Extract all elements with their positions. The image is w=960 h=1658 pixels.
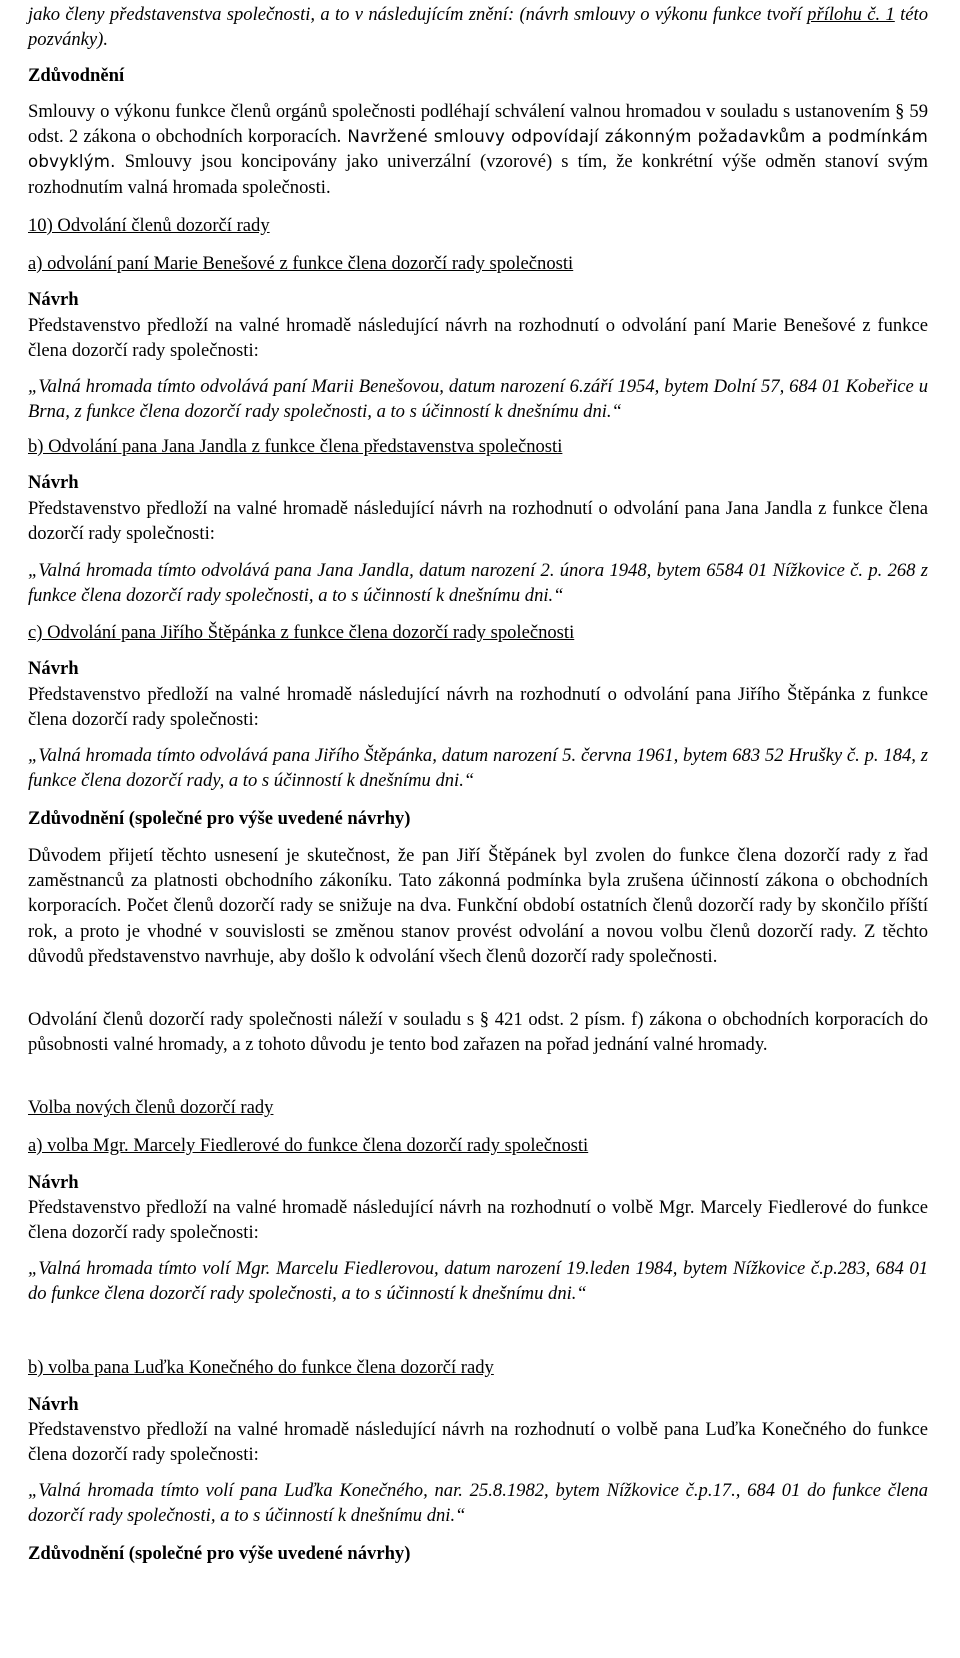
item-a-proposal-text: Představenstvo předloží na valné hromadě následující návrh na rozhodnutí o odvolání paní Marie Benešové z funkce člena dozorčí rady společnosti: bbox=[28, 315, 928, 362]
election-a-resolution: „Valná hromada tímto volí Mgr. Marcelu Fiedlerovou, datum narození 19.leden 1984, bytem Nížkovice č.p.283, 684 01 do funkce člena dozorčí rady společnosti, a to s účinností k dnešnímu dni.“ bbox=[28, 1258, 928, 1305]
election-a-proposal-label: Návrh bbox=[28, 1172, 79, 1193]
item-a-resolution: „Valná hromada tímto odvolává paní Marii Benešovou, datum narození 6.září 1954, bytem Dolní 57, 684 01 Kobeřice u Brna, z funkce člena dozorčí rady společnosti, a to s účinností k dnešnímu dni.“ bbox=[28, 376, 928, 423]
intro-text-end: této pozvánky). bbox=[28, 4, 928, 51]
item-c-title: c) Odvolání pana Jiřího Štěpánka z funkce člena dozorčí rady společnosti bbox=[28, 622, 575, 643]
election-title: Volba nových členů dozorčí rady bbox=[28, 1097, 274, 1118]
item-c-resolution: „Valná hromada tímto odvolává pana Jiřího Štěpánka, datum narození 5. června 1961, bytem 683 52 Hrušky č. p. 184, z funkce člena dozorčí rady, a to s účinností k dnešnímu dni.“ bbox=[28, 745, 928, 792]
election-b-proposal-label: Návrh bbox=[28, 1394, 79, 1415]
section-9-paragraph bbox=[28, 99, 928, 200]
item-b-resolution: „Valná hromada tímto odvolává pana Jana Jandla, datum narození 2. února 1948, bytem 6584 01 Nížkovice č. p. 268 z funkce člena dozorčí rady společnosti, a to s účinností k dnešnímu dni.“ bbox=[28, 560, 928, 607]
election-reason-heading: Zdůvodnění (společné pro výše uvedené návrhy) bbox=[28, 1543, 411, 1564]
election-b-proposal-text: Představenstvo předloží na valné hromadě následující návrh na rozhodnutí o volbě pana Luďka Konečného do funkce člena dozorčí rady společnosti: bbox=[28, 1419, 928, 1466]
election-b-resolution: „Valná hromada tímto volí pana Luďka Konečného, nar. 25.8.1982, bytem Nížkovice č.p.17., 684 01 do funkce člena dozorčí rady společnosti, a to s účinností k dnešnímu dni.“ bbox=[28, 1480, 928, 1527]
section-10-title: 10) Odvolání členů dozorčí rady bbox=[28, 215, 270, 236]
section-9-text-3: Smlouvy jsou koncipovány jako univerzální (vzorové) s tím, že konkrétní výše odměn stanoví svým rozhodnutím valná hromada společnosti. bbox=[28, 151, 928, 198]
item-c-proposal-text: Představenstvo předloží na valné hromadě následující návrh na rozhodnutí o odvolání pana Jiřího Štěpánka z funkce člena dozorčí rady společnosti: bbox=[28, 684, 928, 731]
item-b-proposal-label: Návrh bbox=[28, 472, 79, 493]
intro-text: jako členy představenstva společnosti, a to v následujícím znění: (návrh smlouvy o výkonu funkce tvoří bbox=[28, 4, 802, 25]
section-10-reason-heading: Zdůvodnění (společné pro výše uvedené návrhy) bbox=[28, 808, 411, 829]
election-a-title: a) volba Mgr. Marcely Fiedlerové do funkce člena dozorčí rady společnosti bbox=[28, 1135, 589, 1156]
section-10-reason-paragraph-1: Důvodem přijetí těchto usnesení je skutečnost, že pan Jiří Štěpánek byl zvolen do funkce člena dozorčí rady z řad zaměstnanců za platnosti obchodního zákoníku. Tato zákonná podmínka byla zrušena účinností zákona o obchodních korporacích. Počet členů dozorčí rady se snižuje na dva. Funkční období ostatních členů dozorčí rady by skončilo příští rok, a proto je vhodné v souvislosti se změnou stanov provést odvolání a novou volbu členů dozorčí rady. Z těchto důvodů představenstvo navrhuje, aby došlo k odvolání všech členů dozorčí rady společnosti. bbox=[28, 845, 928, 967]
section-9-text-2: Navržené smlouvy odpovídají zákonným požadavkům a podmínkám obvyklým. bbox=[28, 127, 928, 172]
intro-underlined-text: přílohu č. 1 bbox=[807, 4, 895, 25]
intro-paragraph bbox=[28, 2, 928, 52]
section-9-heading: Zdůvodnění bbox=[28, 65, 125, 86]
section-9-text-1: Smlouvy o výkonu funkce členů orgánů společnosti podléhají schválení valnou hromadou v souladu s ustanovením § 59 odst. 2 zákona o obchodních korporacích. bbox=[28, 101, 928, 148]
election-a-proposal-text: Představenstvo předloží na valné hromadě následující návrh na rozhodnutí o volbě Mgr. Marcely Fiedlerové do funkce člena dozorčí rady společnosti: bbox=[28, 1197, 928, 1244]
item-b-title: b) Odvolání pana Jana Jandla z funkce člena představenstva společnosti bbox=[28, 436, 563, 457]
election-b-title: b) volba pana Luďka Konečného do funkce člena dozorčí rady bbox=[28, 1357, 494, 1378]
item-b-proposal-text: Představenstvo předloží na valné hromadě následující návrh na rozhodnutí o odvolání pana Jana Jandla z funkce člena dozorčí rady společnosti: bbox=[28, 498, 928, 545]
item-a-proposal-label: Návrh bbox=[28, 289, 79, 310]
item-a-title: a) odvolání paní Marie Benešové z funkce člena dozorčí rady společnosti bbox=[28, 253, 574, 274]
item-c-proposal-label: Návrh bbox=[28, 658, 79, 679]
section-10-reason-paragraph-2: Odvolání členů dozorčí rady společnosti náleží v souladu s § 421 odst. 2 písm. f) zákona o obchodních korporacích do působnosti valné hromady, a z tohoto důvodu je tento bod zařazen na pořad jednání valné hromady. bbox=[28, 1009, 928, 1056]
